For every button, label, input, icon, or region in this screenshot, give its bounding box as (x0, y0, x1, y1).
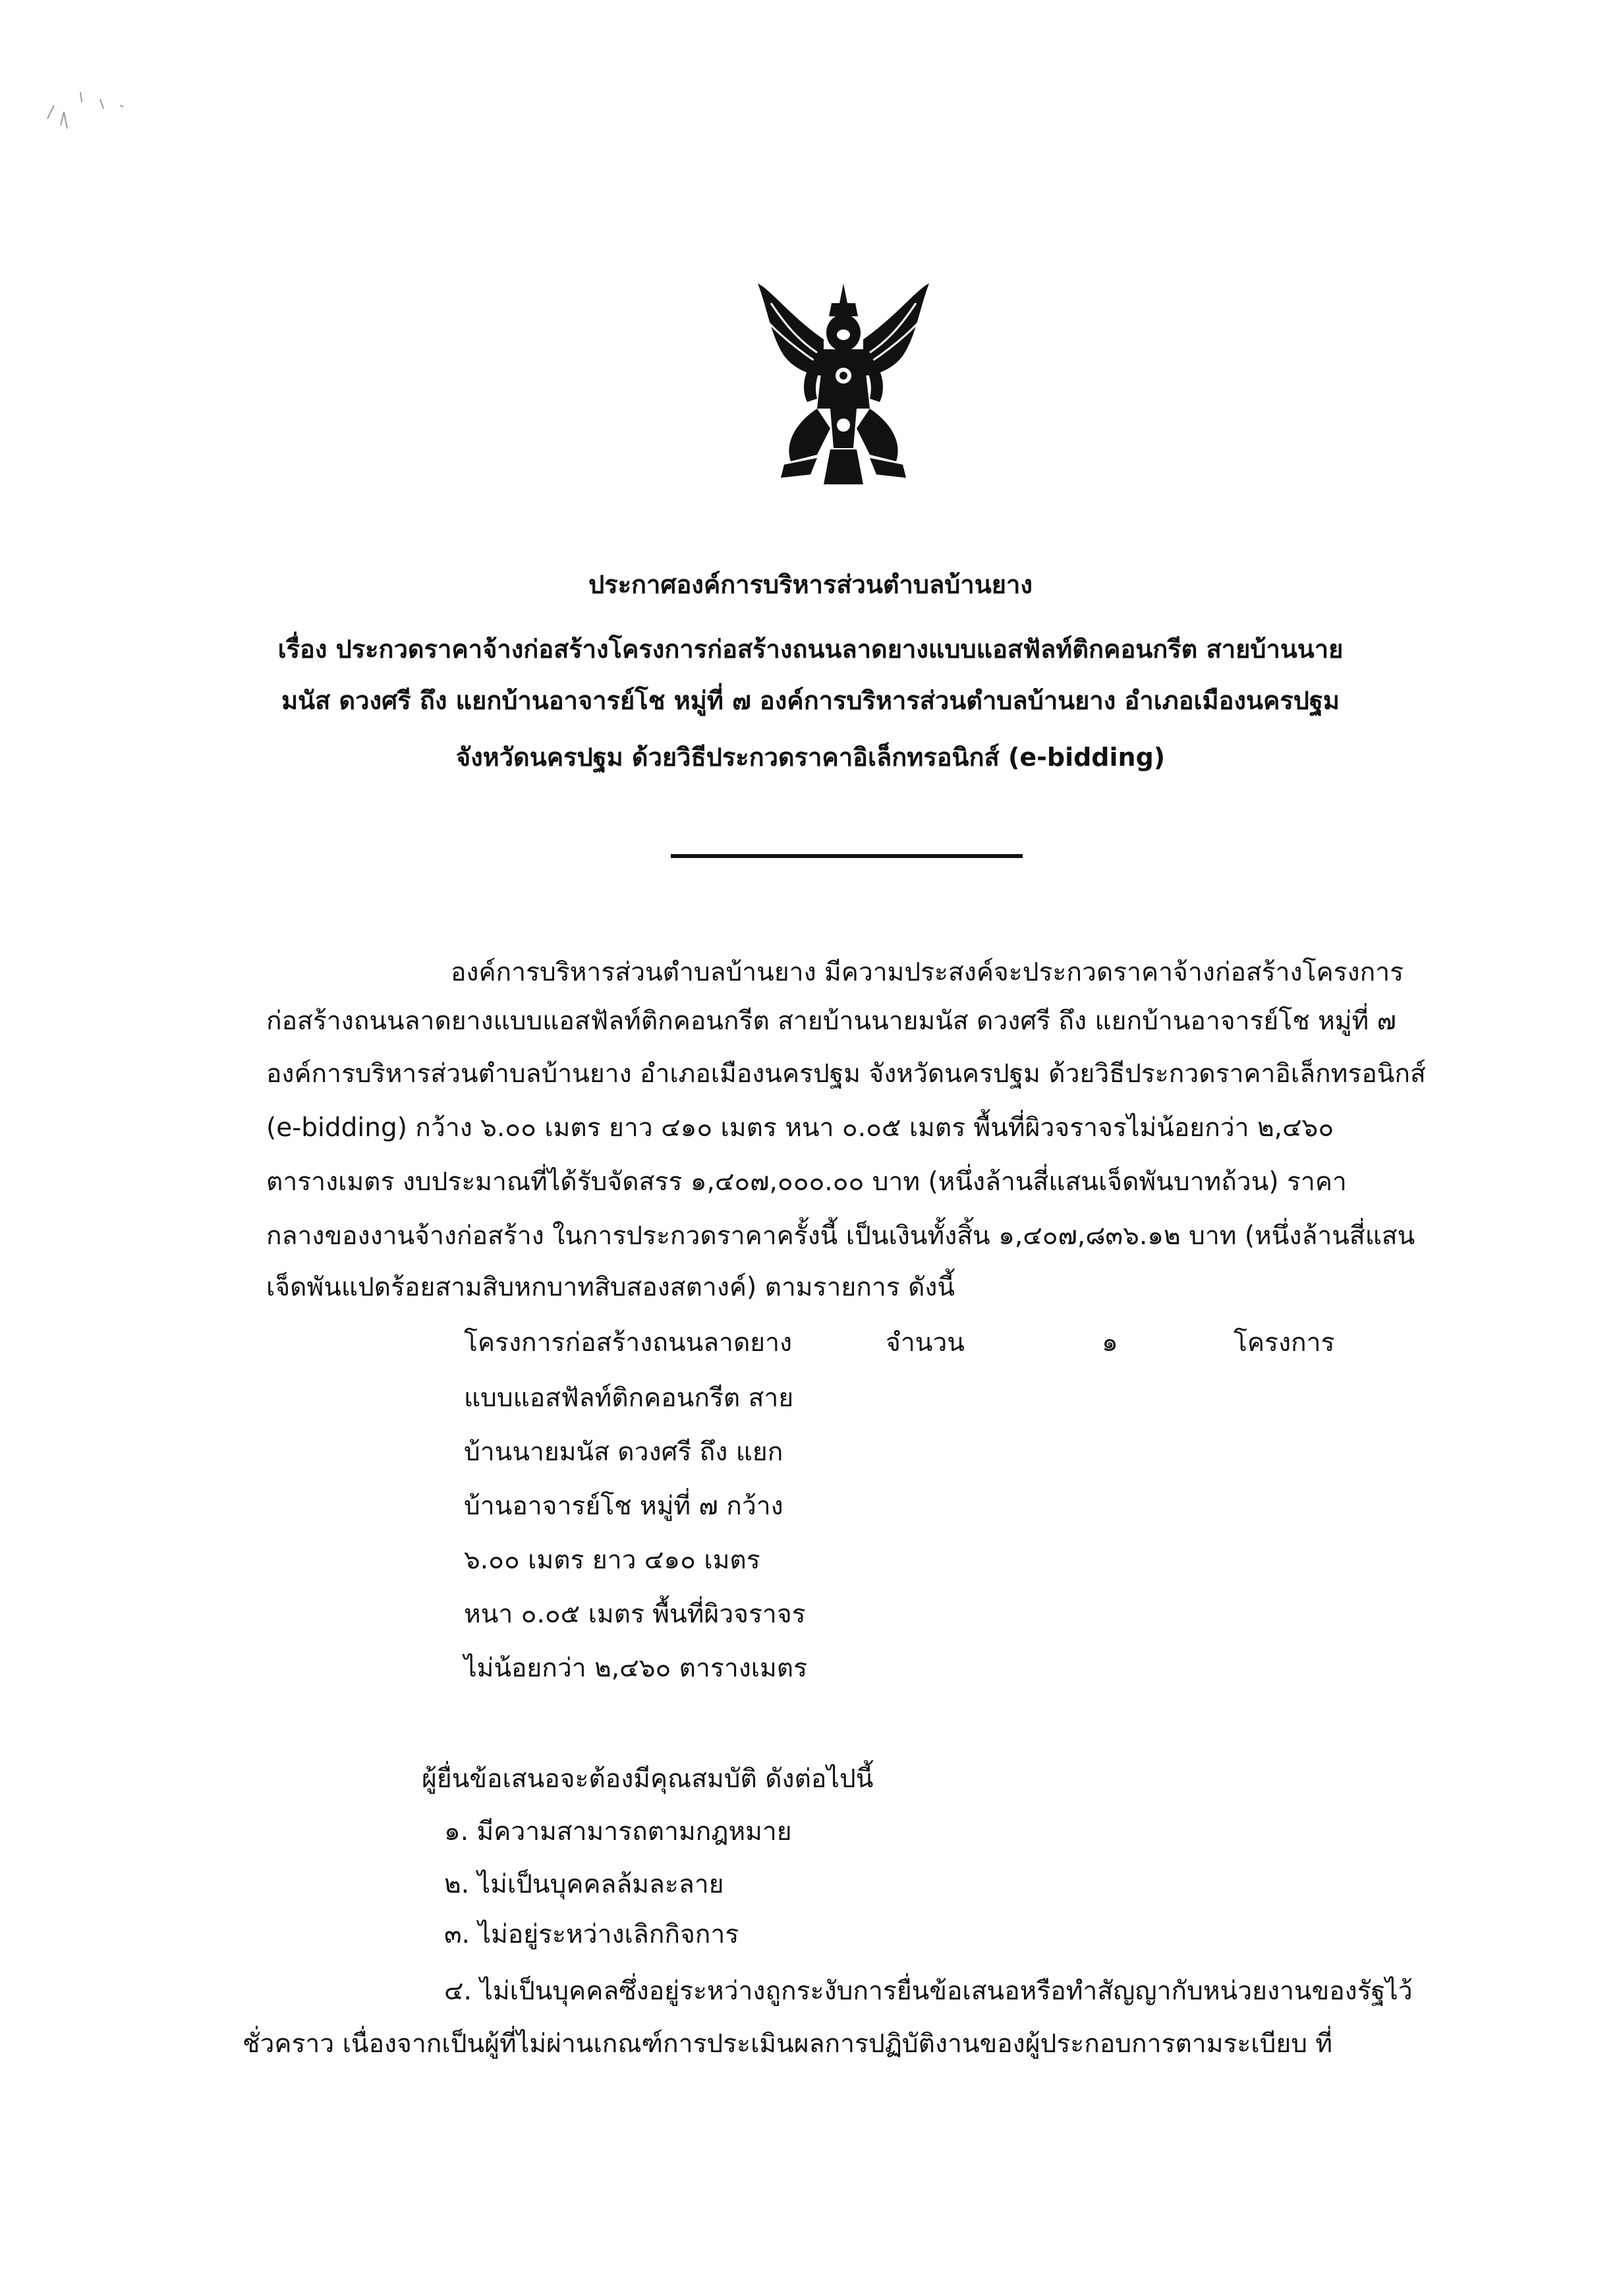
title-divider (671, 854, 1023, 858)
item-unit: โครงการ (1234, 1328, 1335, 1358)
item-description-line-5: ๖.๐๐ เมตร ยาว ๔๑๐ เมตร (464, 1545, 760, 1575)
garuda-emblem (745, 277, 942, 488)
announcement-title: ประกาศองค์การบริหารส่วนตำบลบ้านยาง (588, 570, 1033, 599)
qualification-1: ๑. มีความสามารถตามกฎหมาย (444, 1817, 792, 1847)
paragraph-line-1: องค์การบริหารส่วนตำบลบ้านยาง มีความประสงค์จะประกวดราคาจ้างก่อสร้างโครงการ (451, 958, 1404, 987)
item-description-line-7: ไม่น้อยกว่า ๒,๔๖๐ ตารางเมตร (464, 1653, 808, 1683)
qualification-3: ๓. ไม่อยู่ระหว่างเลิกกิจการ (444, 1920, 739, 1949)
item-description-line-1: โครงการก่อสร้างถนนลาดยาง (464, 1328, 793, 1358)
continuation-line: ชั่วคราว เนื่องจากเป็นผู้ที่ไม่ผ่านเกณฑ์การประเมินผลการปฏิบัติงานของผู้ประกอบการตามระเบียบ ที่ (242, 2029, 1333, 2059)
qualification-4: ๔. ไม่เป็นบุคคลซึ่งอยู่ระหว่างถูกระงับการยื่นข้อเสนอหรือทำสัญญากับหน่วยงานของรัฐไว้ (444, 1976, 1413, 2006)
scan-artifact-marks (41, 66, 140, 145)
paragraph-line-7: เจ็ดพันแปดร้อยสามสิบหกบาทสิบสองสตางค์) ตามรายการ ดังนี้ (266, 1273, 955, 1302)
item-description-line-4: บ้านอาจารย์โช หมู่ที่ ๗ กว้าง (464, 1491, 783, 1521)
qualifications-heading: ผู้ยื่นข้อเสนอจะต้องมีคุณสมบัติ ดังต่อไปนี้ (422, 1764, 874, 1794)
item-quantity: ๑ (1102, 1328, 1118, 1358)
qualification-2: ๒. ไม่เป็นบุคคลล้มละลาย (444, 1870, 724, 1899)
item-quantity-label: จำนวน (886, 1328, 965, 1358)
announcement-subject-line-2: มนัส ดวงศรี ถึง แยกบ้านอาจารย์โช หมู่ที่ ๗ องค์การบริหารส่วนตำบลบ้านยาง อำเภอเมืองนครปฐม (281, 686, 1340, 715)
item-description-line-2: แบบแอสฟัลท์ติกคอนกรีต สาย (464, 1383, 794, 1413)
paragraph-line-6: กลางของงานจ้างก่อสร้าง ในการประกวดราคาครั้งนี้ เป็นเงินทั้งสิ้น ๑,๔๐๗,๘๓๖.๑๒ บาท (หนึ่งล้านสี่แสน (266, 1221, 1415, 1251)
paragraph-line-3: องค์การบริหารส่วนตำบลบ้านยาง อำเภอเมืองนครปฐม จังหวัดนครปฐม ด้วยวิธีประกวดราคาอิเล็กทรอนิกส์ (266, 1059, 1426, 1089)
paragraph-line-4: (e-bidding) กว้าง ๖.๐๐ เมตร ยาว ๔๑๐ เมตร หนา ๐.๐๕ เมตร พื้นที่ผิวจราจรไม่น้อยกว่า ๒,๔๖๐ (266, 1113, 1334, 1143)
announcement-subject-line-3: จังหวัดนครปฐม ด้วยวิธีประกวดราคาอิเล็กทรอนิกส์ (e-bidding) (455, 743, 1166, 772)
paragraph-line-5: ตารางเมตร งบประมาณที่ได้รับจัดสรร ๑,๔๐๗,๐๐๐.๐๐ บาท (หนึ่งล้านสี่แสนเจ็ดพันบาทถ้วน) ราคา (266, 1167, 1347, 1197)
item-description-line-3: บ้านนายมนัส ดวงศรี ถึง แยก (464, 1437, 783, 1467)
paragraph-line-2: ก่อสร้างถนนลาดยางแบบแอสฟัลท์ติกคอนกรีต สายบ้านนายมนัส ดวงศรี ถึง แยกบ้านอาจารย์โช หมู่ที่ ๗ (266, 1006, 1396, 1036)
announcement-subject-line-1: เรื่อง ประกวดราคาจ้างก่อสร้างโครงการก่อสร้างถนนลาดยางแบบแอสฟัลท์ติกคอนกรีต สายบ้านนาย (277, 635, 1344, 664)
item-description-line-6: หนา ๐.๐๕ เมตร พื้นที่ผิวจราจร (464, 1599, 806, 1629)
